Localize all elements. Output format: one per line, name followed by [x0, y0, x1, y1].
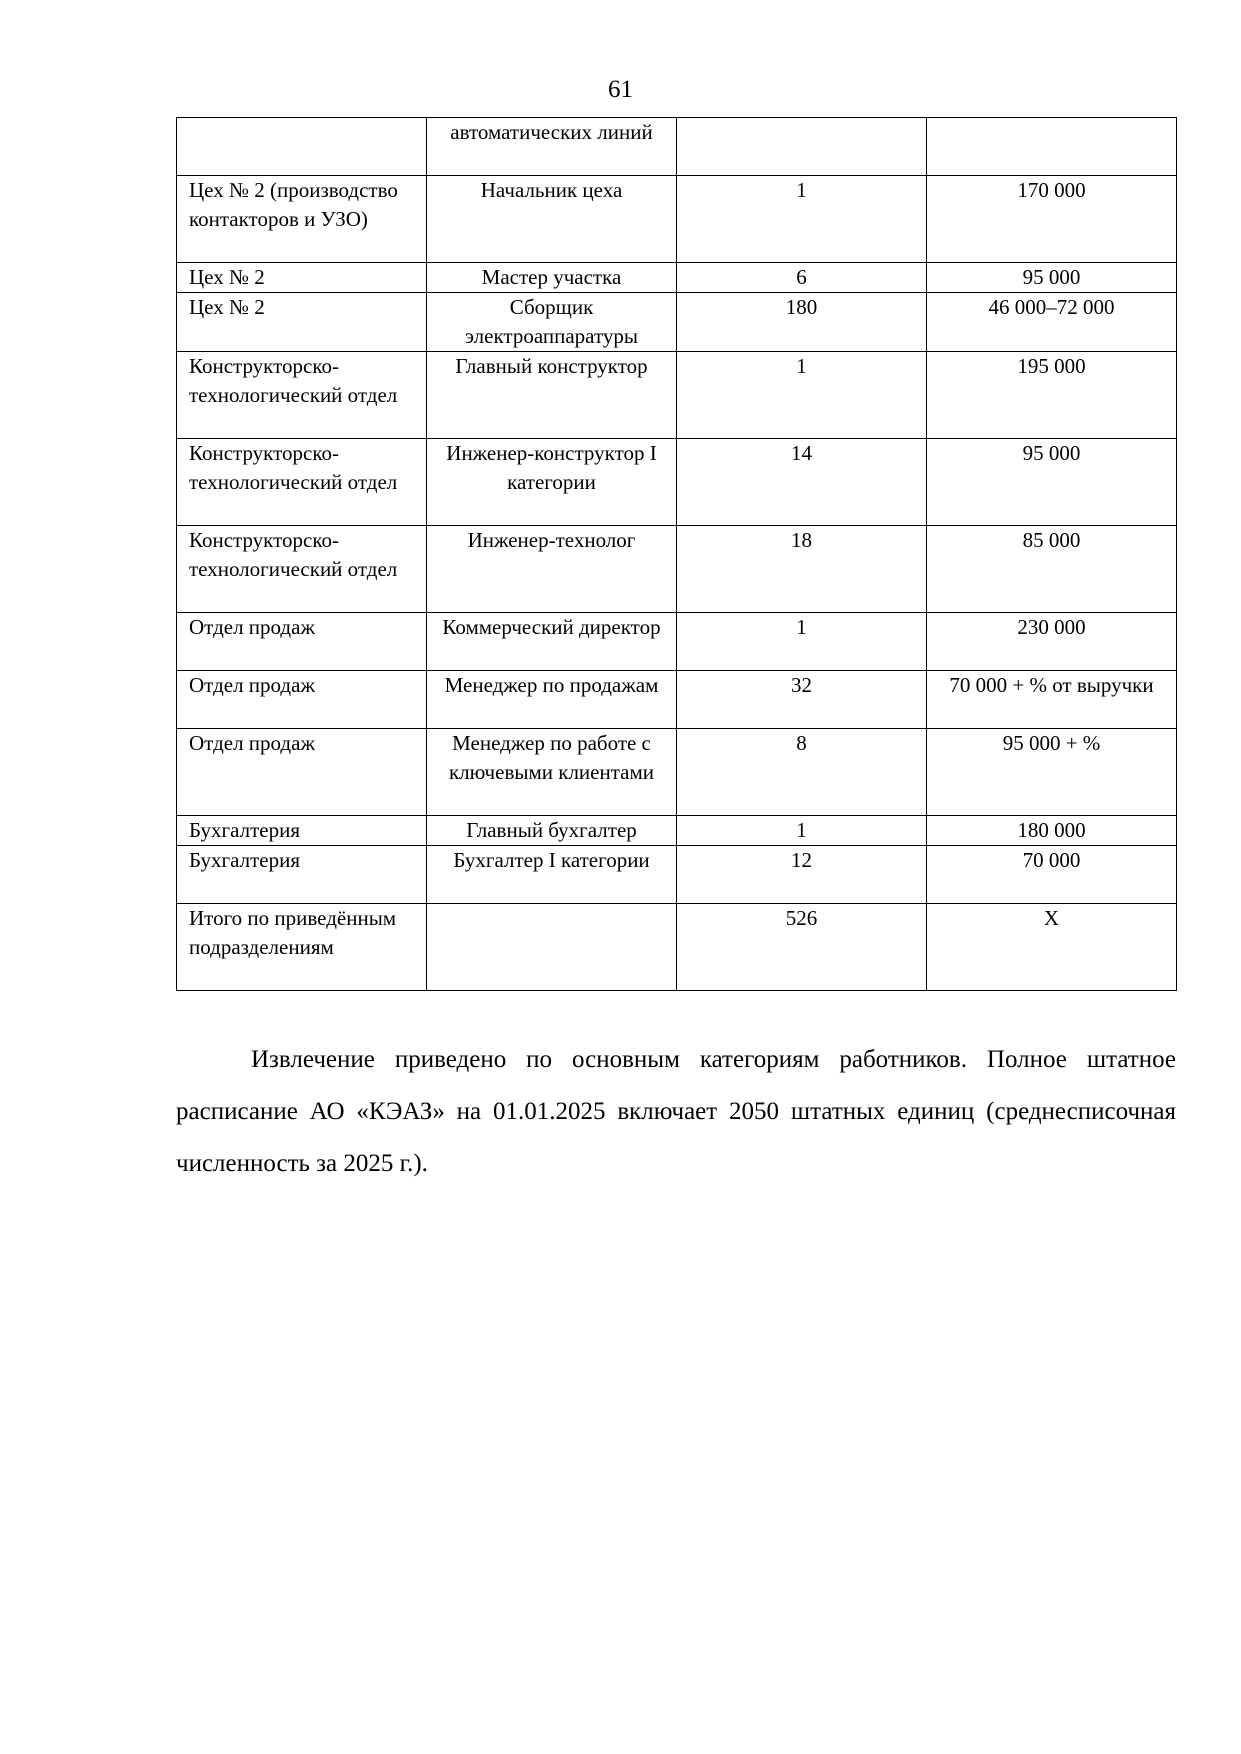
table-row — [177, 263, 1177, 293]
salary-cell: 195 000 — [927, 352, 1177, 439]
position-cell: Менеджер по работе с ключевыми клиентами — [427, 729, 677, 816]
table-row — [177, 729, 1177, 816]
department-cell: Отдел продаж — [177, 729, 427, 816]
department-cell: Конструкторско-технологический отдел — [177, 352, 427, 439]
salary-cell: 95 000 + % — [927, 729, 1177, 816]
position-cell: Инженер-технолог — [427, 526, 677, 613]
position-cell — [427, 904, 677, 991]
table-row — [177, 352, 1177, 439]
body-paragraph: Извлечение приведено по основным категориям работников. Полное штатное расписание АО «КЭАЗ» на 01.01.2025 включает 2050 штатных единиц (среднесписочная численность за 2025 г.). — [176, 1046, 1176, 1177]
position-cell: Сборщик электроаппаратуры — [427, 293, 677, 352]
count-cell: 1 — [677, 816, 927, 846]
table-row — [177, 613, 1177, 671]
count-cell — [677, 118, 927, 176]
table-row — [177, 118, 1177, 176]
table-row — [177, 846, 1177, 904]
count-cell: 1 — [677, 352, 927, 439]
position-cell: Главный конструктор — [427, 352, 677, 439]
table-row — [177, 176, 1177, 263]
position-cell: Менеджер по продажам — [427, 671, 677, 729]
department-cell: Бухгалтерия — [177, 816, 427, 846]
count-cell: 1 — [677, 613, 927, 671]
count-cell: 32 — [677, 671, 927, 729]
department-cell: Бухгалтерия — [177, 846, 427, 904]
table-row — [177, 816, 1177, 846]
salary-cell: 46 000–72 000 — [927, 293, 1177, 352]
count-cell: 6 — [677, 263, 927, 293]
salary-cell: 95 000 — [927, 263, 1177, 293]
department-cell: Итого по приведённым подразделениям — [177, 904, 427, 991]
count-cell: 12 — [677, 846, 927, 904]
page-number: 61 — [608, 76, 633, 103]
position-cell: Бухгалтер I категории — [427, 846, 677, 904]
table-row — [177, 439, 1177, 526]
department-cell: Конструкторско-технологический отдел — [177, 439, 427, 526]
department-cell — [177, 118, 427, 176]
position-cell: Начальник цеха — [427, 176, 677, 263]
table-row — [177, 293, 1177, 352]
position-cell: Инженер-конструктор I категории — [427, 439, 677, 526]
count-cell: 526 — [677, 904, 927, 991]
position-cell: Мастер участка — [427, 263, 677, 293]
department-cell: Цех № 2 — [177, 293, 427, 352]
salary-cell: 70 000 — [927, 846, 1177, 904]
table-row — [177, 671, 1177, 729]
table-row-total — [177, 904, 1177, 991]
position-cell: автоматических линий — [427, 118, 677, 176]
salary-cell: Х — [927, 904, 1177, 991]
count-cell: 14 — [677, 439, 927, 526]
salary-cell: 170 000 — [927, 176, 1177, 263]
count-cell: 180 — [677, 293, 927, 352]
department-cell: Цех № 2 — [177, 263, 427, 293]
salary-cell: 230 000 — [927, 613, 1177, 671]
salary-cell — [927, 118, 1177, 176]
department-cell: Цех № 2 (производство контакторов и УЗО) — [177, 176, 427, 263]
salary-cell: 95 000 — [927, 439, 1177, 526]
department-cell: Отдел продаж — [177, 613, 427, 671]
table-row — [177, 526, 1177, 613]
position-cell: Коммерческий директор — [427, 613, 677, 671]
count-cell: 1 — [677, 176, 927, 263]
salary-cell: 85 000 — [927, 526, 1177, 613]
count-cell: 18 — [677, 526, 927, 613]
count-cell: 8 — [677, 729, 927, 816]
department-cell: Конструкторско-технологический отдел — [177, 526, 427, 613]
staffing-table — [176, 117, 1177, 991]
salary-cell: 70 000 + % от выручки — [927, 671, 1177, 729]
department-cell: Отдел продаж — [177, 671, 427, 729]
position-cell: Главный бухгалтер — [427, 816, 677, 846]
salary-cell: 180 000 — [927, 816, 1177, 846]
